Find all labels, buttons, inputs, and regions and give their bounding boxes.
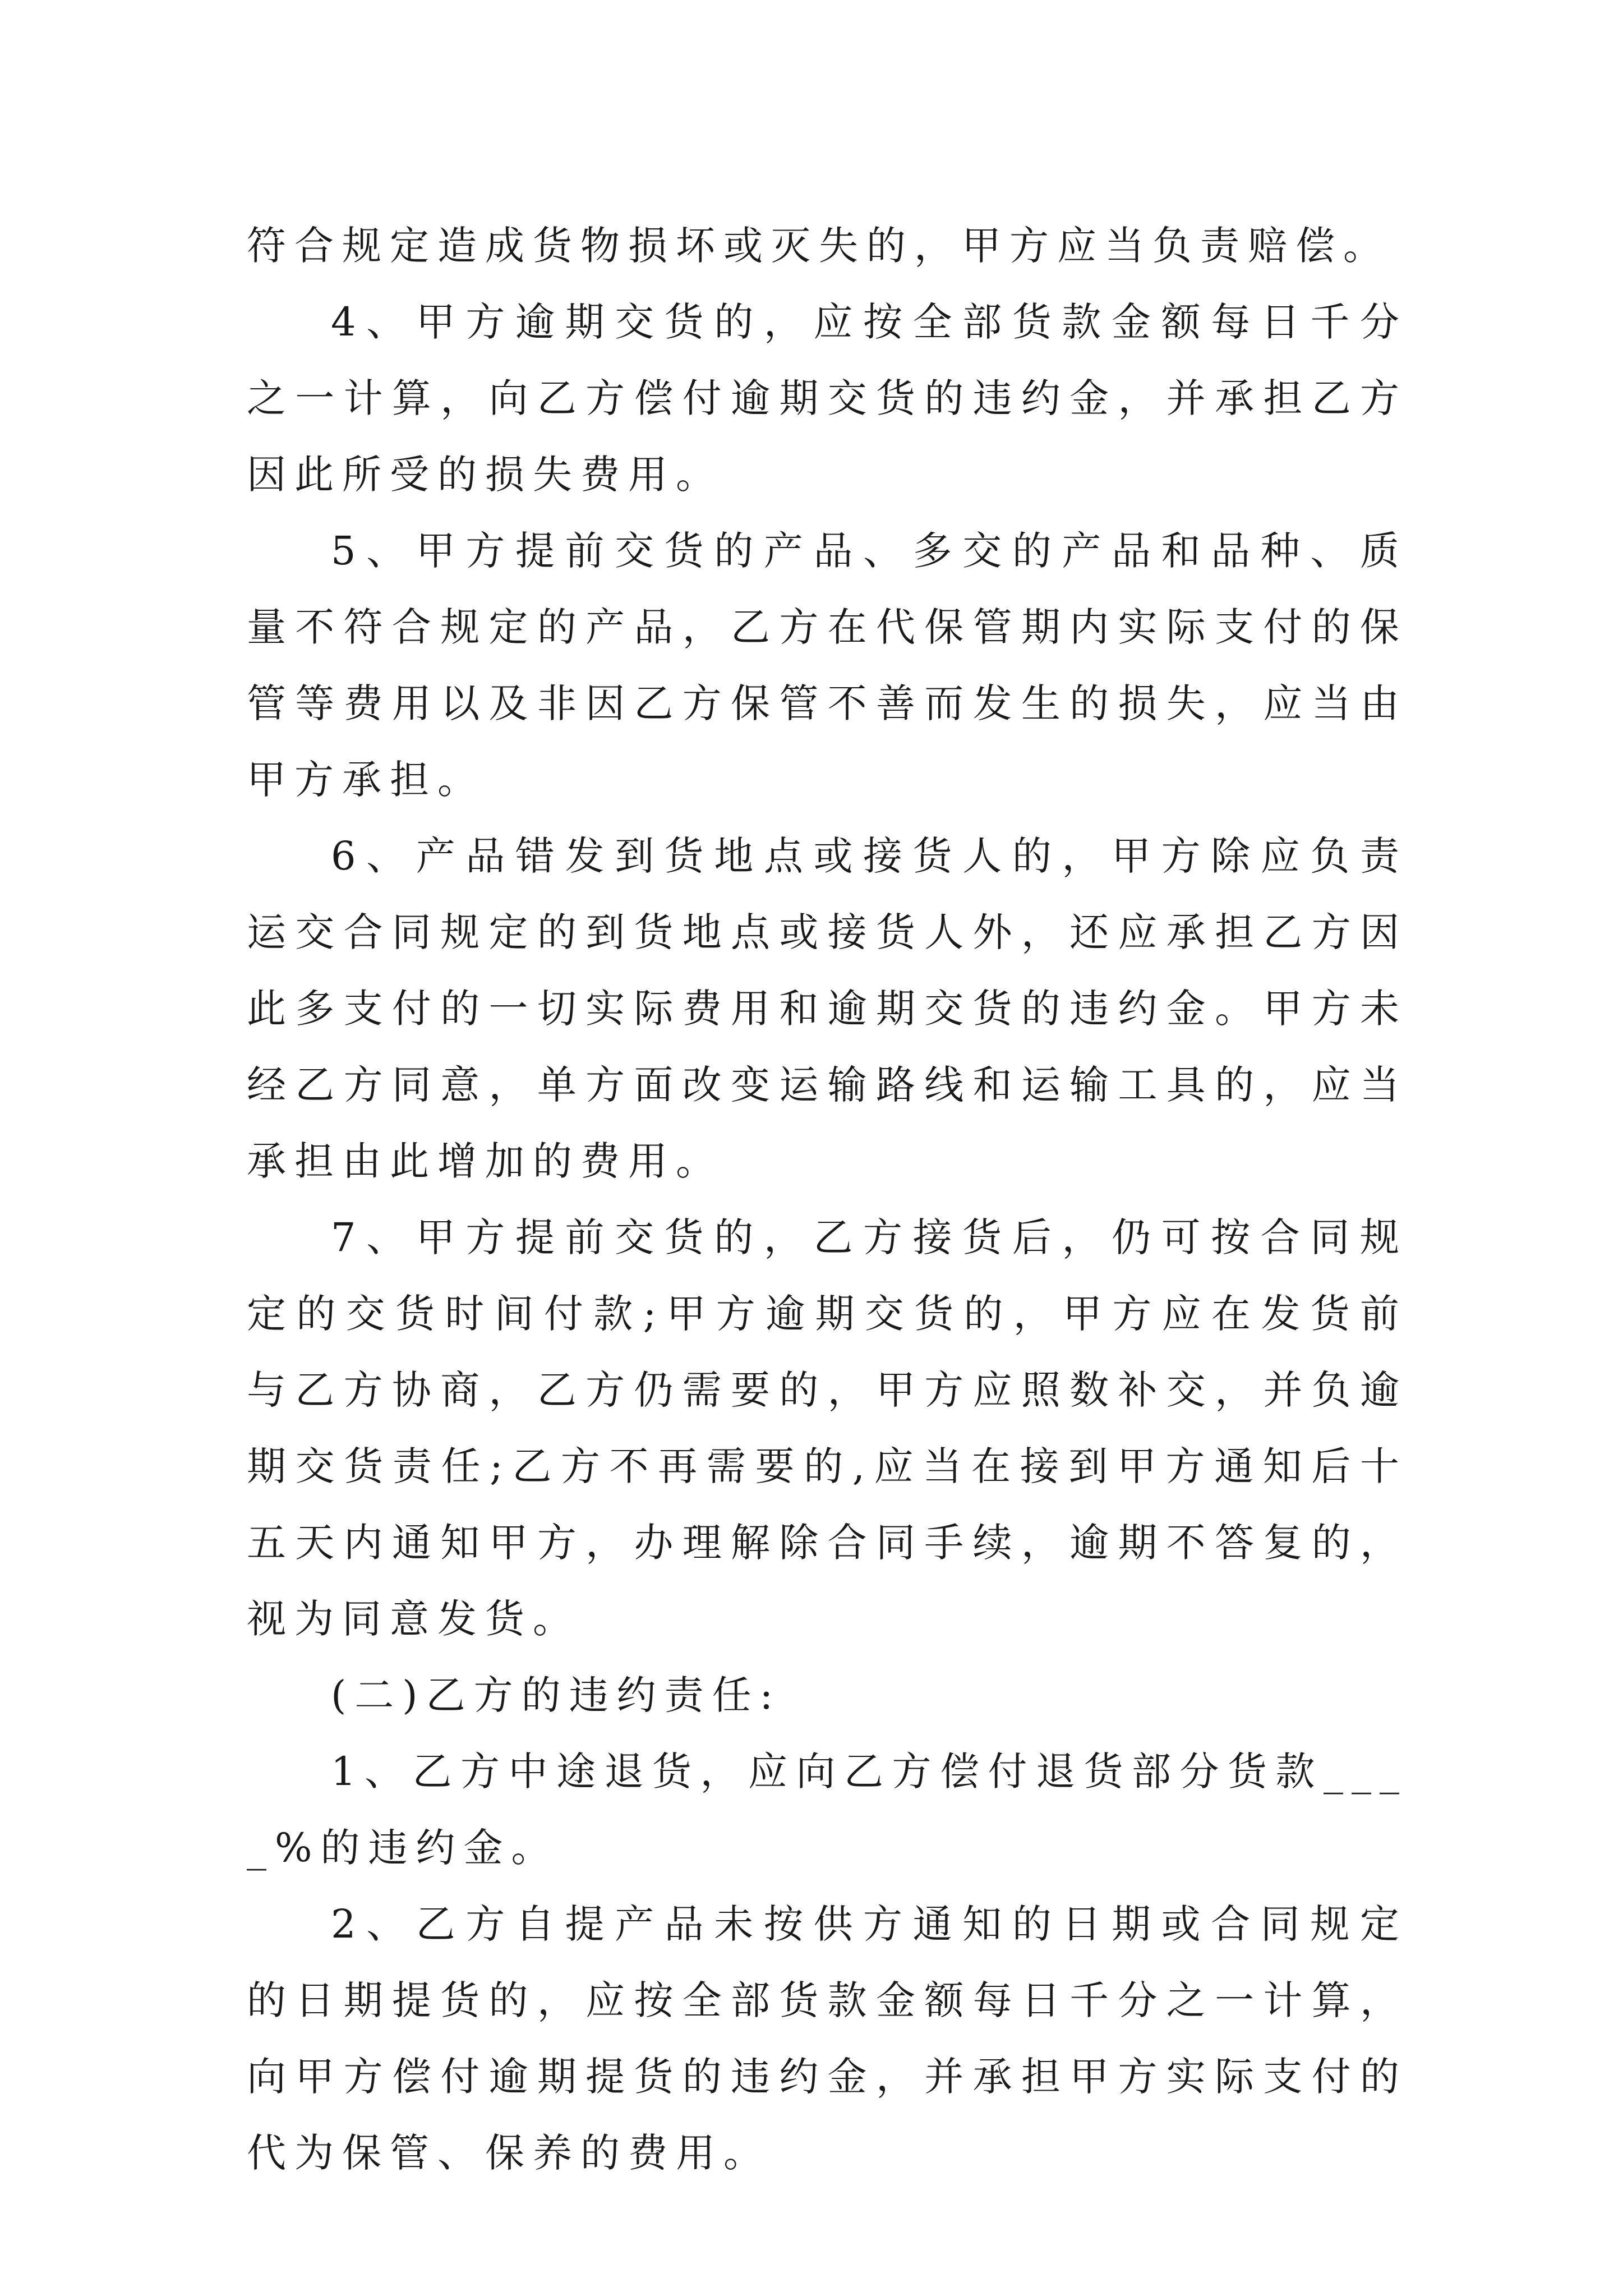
paragraph-b-clause-2: 2、乙方自提产品未按供方通知的日期或合同规定的日期提货的，应按全部货款金额每日千分之一计算，向甲方偿付逾期提货的违约金，并承担甲方实际支付的代为保管、保养的费用。: [247, 1901, 1408, 2176]
paragraph-b-clause-1: 1、乙方中途退货，应向乙方偿付退货部分货款____%的违约金。: [247, 1749, 1408, 1871]
document-page: [247, 208, 1408, 2191]
paragraph-clause-6: 6、产品错发到货地点或接货人的，甲方除应负责运交合同规定的到货地点或接货人外，还应承担乙方因此多支付的一切实际费用和逾期交货的违约金。甲方未经乙方同意，单方面改变运输路线和运输工具的，应当承担由此增加的费用。: [247, 833, 1408, 1184]
paragraph-clause-4: 4、甲方逾期交货的，应按全部货款金额每日千分之一计算，向乙方偿付逾期交货的违约金，并承担乙方因此所受的损失费用。: [247, 299, 1408, 498]
section-heading-party-b-liability: (二)乙方的违约责任:: [331, 1672, 782, 1718]
paragraph-clause-7: 7、甲方提前交货的，乙方接货后，仍可按合同规定的交货时间付款;甲方逾期交货的，甲方应在发货前与乙方协商，乙方仍需要的，甲方应照数补交，并负逾期交货责任;乙方不再需要的,应当在接到甲方通知后十五天内通知甲方，办理解除合同手续，逾期不答复的，视为同意发货。: [247, 1214, 1408, 1642]
paragraph-continuation: 符合规定造成货物损坏或灭失的，甲方应当负责赔偿。: [247, 223, 1391, 269]
paragraph-clause-5: 5、甲方提前交货的产品、多交的产品和品种、质量不符合规定的产品，乙方在代保管期内实际支付的保管等费用以及非因乙方保管不善而发生的损失，应当由甲方承担。: [247, 528, 1408, 803]
